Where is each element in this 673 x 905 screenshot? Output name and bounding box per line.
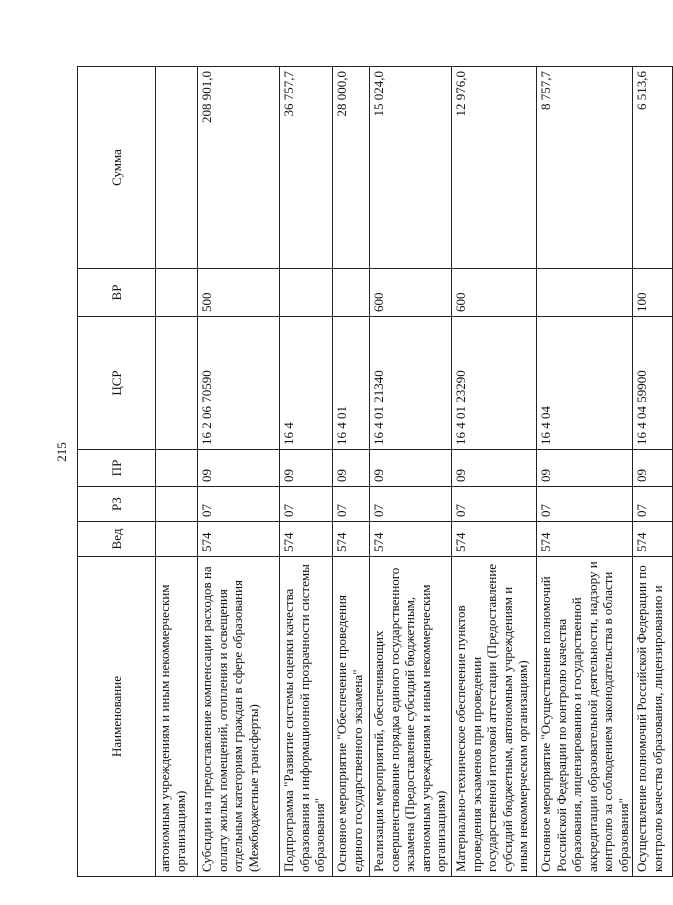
cell-pr: 09	[198, 450, 280, 487]
cell-sum: 28 000,0	[333, 67, 370, 269]
cell-csr: 16 4	[280, 317, 333, 450]
cell-sum: 36 757,7	[280, 67, 333, 269]
cell-rz: 07	[198, 487, 280, 522]
header-csr: ЦСР	[78, 317, 156, 450]
table-row	[370, 67, 452, 877]
table-row	[633, 67, 673, 877]
cell-sum: 6 513,6	[633, 67, 673, 269]
cell-name: Подпрограмма "Развитие системы оценки качества образования и информационной прозрачности системы образования"	[280, 557, 333, 877]
table-row	[198, 67, 280, 877]
cell-csr: 16 4 04	[537, 317, 633, 450]
cell-vr: 500	[198, 269, 280, 317]
cell-pr: 09	[333, 450, 370, 487]
cell-vr	[537, 269, 633, 317]
cell-vr	[280, 269, 333, 317]
cell-ved: 574	[452, 522, 537, 557]
table-row	[537, 67, 633, 877]
cell-csr	[156, 317, 198, 450]
cell-rz	[156, 487, 198, 522]
cell-ved: 574	[633, 522, 673, 557]
cell-rz: 07	[633, 487, 673, 522]
cell-name: Реализация мероприятий, обеспечивающих совершенствование порядка единого государственного экзамена (Предоставление субсидий бюджетным, автономным учреждениям и иным некоммерческим организациям)	[370, 557, 452, 877]
cell-name: Основное мероприятие "Обеспечение проведения единого государственного экзамена"	[333, 557, 370, 877]
cell-csr: 16 4 04 59900	[633, 317, 673, 450]
cell-name: Материально-техническое обеспечение пунктов проведения экзаменов при проведении государственной итоговой аттестации (Предоставление субсидий бюджетным, автономным учреждениям и иным некоммерческим организациям)	[452, 557, 537, 877]
cell-pr: 09	[537, 450, 633, 487]
cell-ved: 574	[537, 522, 633, 557]
table-header-row	[78, 67, 156, 877]
cell-rz: 07	[280, 487, 333, 522]
cell-sum: 12 976,0	[452, 67, 537, 269]
cell-vr: 100	[633, 269, 673, 317]
cell-sum: 8 757,7	[537, 67, 633, 269]
cell-vr: 600	[370, 269, 452, 317]
header-sum: Сумма	[78, 67, 156, 269]
cell-ved	[156, 522, 198, 557]
cell-csr: 16 4 01	[333, 317, 370, 450]
cell-pr: 09	[370, 450, 452, 487]
page-number: 215	[54, 442, 69, 462]
header-name: Наименование	[78, 557, 156, 877]
cell-pr: 09	[452, 450, 537, 487]
cell-rz: 07	[452, 487, 537, 522]
cell-ved: 574	[333, 522, 370, 557]
cell-name: Субсидии на предоставление компенсации расходов на оплату жилых помещений, отопления и освещения отдельным категориям граждан в сфере образования (Межбюджетные трансферты)	[198, 557, 280, 877]
cell-rz: 07	[370, 487, 452, 522]
cell-name: автономным учреждениям и иным некоммерческим организациям)	[156, 557, 198, 877]
cell-ved: 574	[280, 522, 333, 557]
budget-table	[77, 66, 673, 877]
cell-rz: 07	[333, 487, 370, 522]
cell-sum: 208 901,0	[198, 67, 280, 269]
table-row	[280, 67, 333, 877]
cell-pr	[156, 450, 198, 487]
header-vr: ВР	[78, 269, 156, 317]
header-pr: ПР	[78, 450, 156, 487]
cell-vr	[333, 269, 370, 317]
header-ved: Вед	[78, 522, 156, 557]
cell-ved: 574	[370, 522, 452, 557]
cell-csr: 16 4 01 21340	[370, 317, 452, 450]
cell-ved: 574	[198, 522, 280, 557]
cell-pr: 09	[633, 450, 673, 487]
cell-rz: 07	[537, 487, 633, 522]
header-rz: РЗ	[78, 487, 156, 522]
table-row	[452, 67, 537, 877]
table-row	[333, 67, 370, 877]
cell-vr: 600	[452, 269, 537, 317]
cell-name: Осуществление полномочий Российской Федерации по контролю качества образования, лицензированию и	[633, 557, 673, 877]
cell-sum: 15 024,0	[370, 67, 452, 269]
table-row	[156, 67, 198, 877]
cell-sum	[156, 67, 198, 269]
cell-pr: 09	[280, 450, 333, 487]
cell-vr	[156, 269, 198, 317]
cell-csr: 16 4 01 23290	[452, 317, 537, 450]
cell-csr: 16 2 06 70590	[198, 317, 280, 450]
cell-name: Основное мероприятие "Осуществление полномочий Российской Федерации по контролю качества образования, лицензированию и государственной аккредитации образовательной деятельности, надзору и контролю за соблюдением законодательства в области образования"	[537, 557, 633, 877]
budget-table-wrapper	[77, 67, 665, 877]
